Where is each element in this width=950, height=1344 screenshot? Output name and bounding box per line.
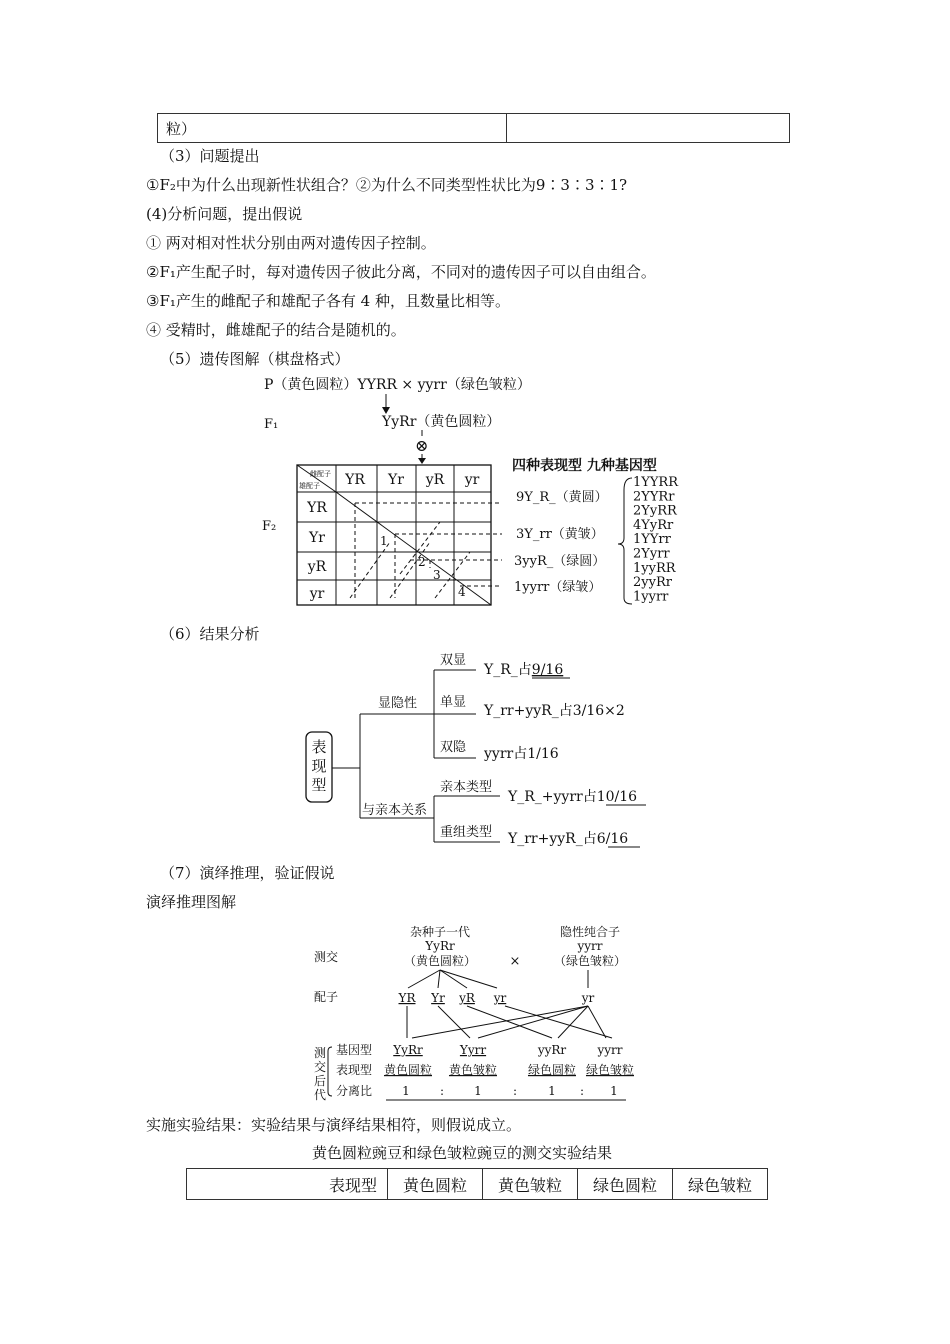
section6-heading: （6）结果分析 bbox=[160, 625, 260, 643]
col-header-YR: YR bbox=[345, 472, 365, 488]
cross-symbol: × bbox=[509, 954, 521, 969]
offspring-ratio: 1 bbox=[402, 1084, 410, 1098]
branch-dominance: 显隐性 bbox=[378, 696, 418, 711]
row-label-testcross: 测交 bbox=[314, 950, 339, 964]
table-header-cell: 黄色圆粒 bbox=[388, 1169, 483, 1200]
top-table bbox=[157, 113, 790, 143]
analysis-tree bbox=[300, 648, 660, 848]
top-table-cell-left: 粒） bbox=[158, 114, 507, 143]
p-line: P（黄色圆粒）YYRR × yyrr（绿色皱粒） bbox=[264, 377, 531, 393]
section7-heading: （7）演绎推理，验证假说 bbox=[160, 864, 335, 882]
offspring-phenotype: 绿色圆粒 bbox=[527, 1063, 577, 1077]
offspring-side-char: 交 bbox=[314, 1060, 327, 1074]
offspring-ratio: : bbox=[579, 1084, 585, 1098]
hypothesis-item-2: ②F₁产生配子时，每对遗传因子彼此分离，不同对的遗传因子可以自由组合。 bbox=[146, 263, 656, 281]
genotype-item: 2YyRR bbox=[633, 503, 677, 519]
offspring-ratio: : bbox=[439, 1084, 445, 1098]
offspring-phenotype: 绿色皱粒 bbox=[585, 1063, 635, 1077]
arrow-head-p-f1 bbox=[382, 407, 390, 414]
offspring-genotype: yyrr bbox=[597, 1043, 623, 1057]
corner-male-label: 雄配子 bbox=[299, 482, 320, 490]
col-header-Yr: Yr bbox=[388, 472, 404, 488]
genotype-item: 2YYRr bbox=[633, 489, 675, 505]
row-header-yR: yR bbox=[307, 559, 327, 575]
branch-parental-relation: 与亲本关系 bbox=[362, 803, 428, 818]
testcross-diagram bbox=[300, 920, 660, 1105]
sub-label-ratio: 分离比 bbox=[336, 1084, 373, 1098]
genotype-list bbox=[633, 475, 679, 604]
dashed-group-lines bbox=[350, 503, 502, 598]
phenotype-2: 3Y_rr（黄皱） bbox=[516, 527, 604, 542]
offspring-phenotype: 黄色圆粒 bbox=[383, 1063, 433, 1077]
offspring-genotype: yyRr bbox=[537, 1043, 567, 1057]
row-label-gametes: 配子 bbox=[314, 990, 339, 1004]
punnett-diagram bbox=[250, 372, 710, 612]
parent2-phenotype: （绿色皱粒） bbox=[553, 954, 627, 968]
table-header-cell: 黄色皱粒 bbox=[483, 1169, 578, 1200]
cell-mark-4: 4 bbox=[458, 585, 466, 599]
parent1-phenotype: （黄色圆粒） bbox=[403, 954, 477, 968]
hypothesis-item-4: ④ 受精时，雌雄配子的结合是随机的。 bbox=[146, 321, 406, 339]
arrow-head-self-f2 bbox=[418, 458, 426, 464]
sub-label-genotype: 基因型 bbox=[336, 1043, 373, 1057]
genotype-item: 1yyrr bbox=[633, 589, 669, 605]
gamete-YR: YR bbox=[398, 991, 416, 1005]
row-header-Yr: Yr bbox=[309, 530, 325, 546]
section3-heading: （3）问题提出 bbox=[160, 147, 260, 165]
b1-text-1: Y_R_占9/16 bbox=[484, 662, 564, 678]
b1-label-3: 双隐 bbox=[440, 740, 467, 755]
b2-label-2: 重组类型 bbox=[440, 825, 493, 840]
col-header-yr: yr bbox=[464, 472, 480, 488]
phenotype-1: 9Y_R_（黄圆） bbox=[516, 490, 608, 505]
parent1-genotype: YyRr bbox=[425, 939, 455, 953]
testcross-result-table bbox=[186, 1168, 768, 1200]
offspring-side-char: 后 bbox=[314, 1074, 327, 1088]
phenotype-3: 3yyR_（绿圆） bbox=[514, 554, 606, 569]
offspring-phenotype: 黄色皱粒 bbox=[448, 1063, 498, 1077]
offspring-genotype: Yyrr bbox=[459, 1043, 487, 1057]
gamete-recessive: yr bbox=[581, 991, 595, 1005]
sub-label-phenotype: 表现型 bbox=[336, 1063, 373, 1077]
b1-label-2: 单显 bbox=[440, 695, 467, 710]
corner-female-label: 雌配子 bbox=[310, 470, 331, 478]
b1-text-2: Y_rr+yyR_占3/16×2 bbox=[484, 703, 625, 719]
f2-label: F₂ bbox=[262, 519, 277, 534]
offspring-columns bbox=[384, 1043, 634, 1098]
cell-mark-1: 1 bbox=[380, 534, 388, 548]
top-table-cell-right bbox=[507, 114, 790, 143]
genotype-item: 2Yyrr bbox=[633, 546, 670, 562]
cell-mark-2: 2 bbox=[418, 555, 426, 569]
section7-subheading: 演绎推理图解 bbox=[146, 893, 237, 911]
genotype-item: 4YyRr bbox=[633, 517, 674, 533]
genotype-item: 1YYrr bbox=[633, 532, 671, 548]
b1-text-3: yyrr占1/16 bbox=[484, 746, 559, 762]
table-header-cell: 绿色皱粒 bbox=[673, 1169, 768, 1200]
column-headers bbox=[344, 472, 480, 488]
row-header-YR: YR bbox=[307, 500, 327, 516]
genotype-item: 1YYRR bbox=[633, 475, 679, 490]
offspring-ratio: 1 bbox=[610, 1084, 618, 1098]
section3-question: ①F₂中为什么出现新性状组合？②为什么不同类型性状比为9∶3∶3∶1? bbox=[146, 176, 628, 194]
offspring-side-label bbox=[314, 1046, 326, 1102]
b1-label-1: 双显 bbox=[440, 653, 467, 668]
row-headers bbox=[306, 500, 327, 602]
genotype-item: 1yyRR bbox=[633, 560, 676, 576]
hypothesis-item-1: ① 两对相对性状分别由两对遗传因子控制。 bbox=[146, 234, 436, 252]
offspring-genotype: YyRr bbox=[393, 1043, 423, 1057]
section5-heading: （5）遗传图解（棋盘格式） bbox=[160, 350, 350, 368]
root-label: 表现型 bbox=[311, 738, 327, 794]
b2-text-2: Y_rr+yyR_占6/16 bbox=[508, 831, 629, 847]
table-caption: 黄色圆粒豌豆和绿色皱粒豌豆的测交实验结果 bbox=[312, 1144, 613, 1162]
table-header-row bbox=[187, 1169, 768, 1200]
offspring-side-char: 代 bbox=[314, 1088, 327, 1102]
hypothesis-item-3: ③F₁产生的雌配子和雄配子各有 4 种，且数量比相等。 bbox=[146, 292, 510, 310]
punnett-right-title: 四种表现型 九种基因型 bbox=[512, 458, 657, 474]
genotype-brace bbox=[618, 478, 632, 604]
table-header-cell: 表现型 bbox=[187, 1169, 388, 1200]
section4-heading: (4)分析问题，提出假说 bbox=[146, 205, 303, 223]
phenotype-4: 1yyrr（绿皱） bbox=[514, 580, 602, 595]
gamete-Yr: Yr bbox=[431, 991, 445, 1005]
offspring-side-char: 测 bbox=[314, 1046, 327, 1060]
offspring-ratio: 1 bbox=[548, 1084, 556, 1098]
selfing-icon: ⊗ bbox=[415, 436, 429, 455]
gamete-yR: yR bbox=[459, 991, 475, 1005]
offspring-ratio: 1 bbox=[474, 1084, 482, 1098]
gamete-row bbox=[398, 991, 507, 1005]
result-statement: 实施实验结果：实验结果与演绎结果相符，则假说成立。 bbox=[146, 1116, 522, 1134]
gamete-yr: yr bbox=[493, 991, 507, 1005]
parent2-genotype: yyrr bbox=[577, 939, 603, 953]
b2-label-1: 亲本类型 bbox=[440, 780, 493, 795]
parent1-name: 杂种子一代 bbox=[409, 925, 471, 939]
genotype-item: 2yyRr bbox=[633, 575, 672, 591]
f1-line: YyRr（黄色圆粒） bbox=[382, 414, 501, 430]
cell-mark-3: 3 bbox=[433, 568, 441, 582]
f1-label: F₁ bbox=[264, 417, 279, 432]
b2-text-1: Y_R_+yyrr占10/16 bbox=[508, 789, 638, 805]
parent2-name: 隐性纯合子 bbox=[559, 925, 621, 939]
col-header-yR: yR bbox=[425, 472, 445, 488]
table-header-cell: 绿色圆粒 bbox=[578, 1169, 673, 1200]
offspring-ratio: : bbox=[512, 1084, 518, 1098]
offspring-brace bbox=[328, 1047, 332, 1096]
row-header-yr: yr bbox=[309, 586, 325, 602]
